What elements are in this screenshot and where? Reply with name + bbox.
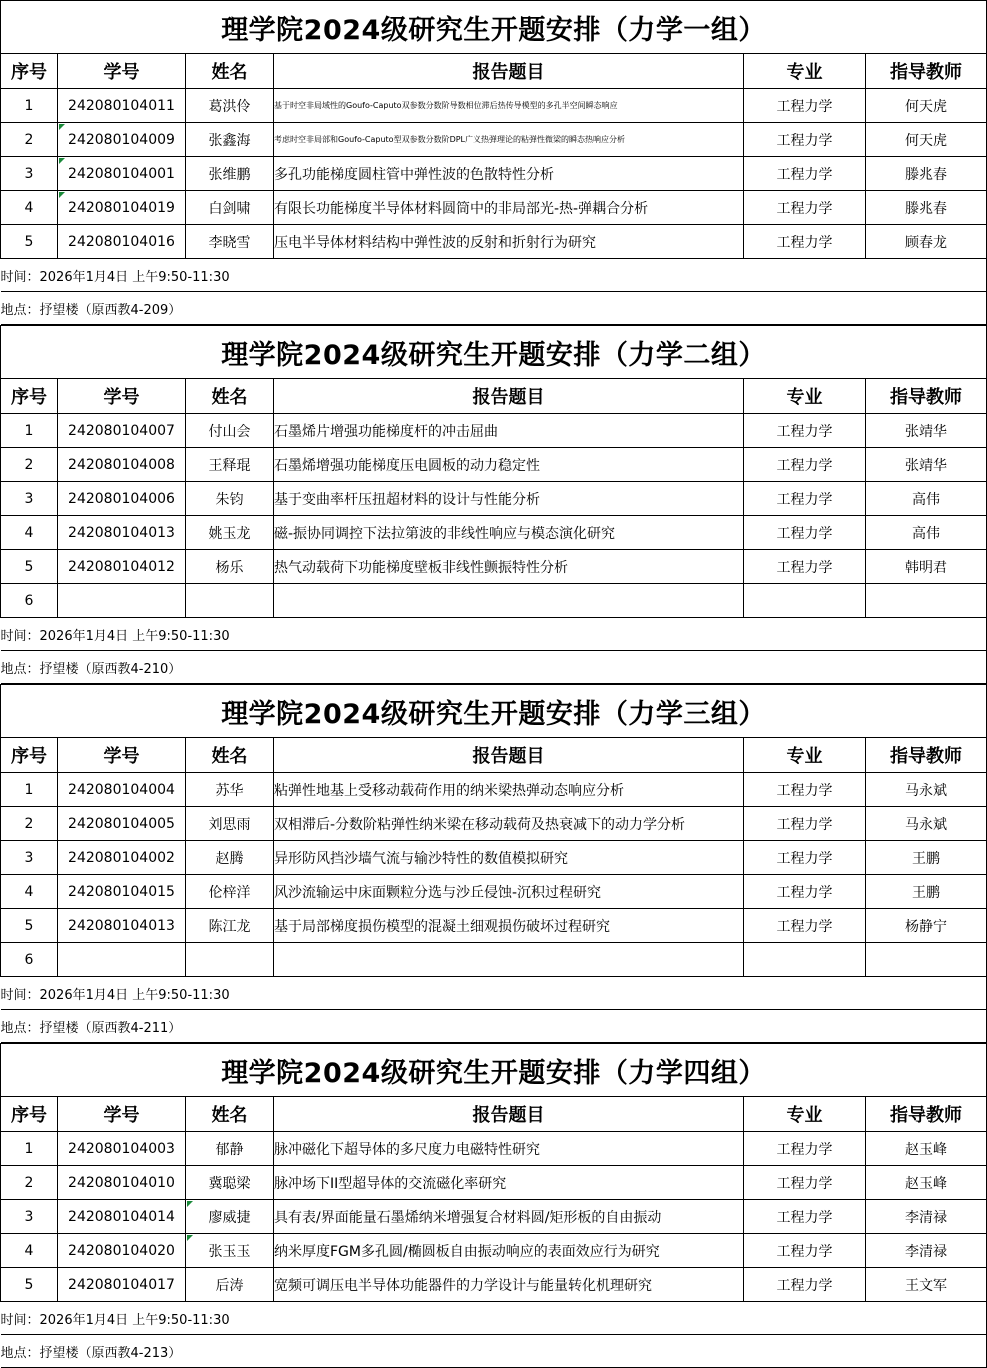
column-header[interactable]: 学号: [58, 1097, 186, 1132]
group-title[interactable]: 理学院2024级研究生开题安排（力学三组）: [1, 685, 987, 738]
topic-cell[interactable]: [274, 943, 744, 977]
name-cell[interactable]: 苏华: [186, 773, 274, 807]
advisor-cell[interactable]: [866, 943, 987, 977]
student-id-cell[interactable]: 242080104001: [58, 157, 186, 191]
advisor-cell[interactable]: 何天虎: [866, 89, 987, 123]
index-cell[interactable]: 1: [1, 89, 58, 123]
major-cell[interactable]: 工程力学: [744, 1132, 866, 1166]
name-cell[interactable]: 赵腾: [186, 841, 274, 875]
topic-cell[interactable]: 宽频可调压电半导体功能器件的力学设计与能量转化机理研究: [274, 1268, 744, 1302]
table-row: [1, 1132, 987, 1166]
index-cell[interactable]: 6: [1, 943, 58, 977]
table-row: [1, 448, 987, 482]
student-id-cell[interactable]: 242080104003: [58, 1132, 186, 1166]
column-header[interactable]: 报告题目: [274, 1097, 744, 1132]
name-cell[interactable]: 张玉玉: [186, 1234, 274, 1268]
major-cell[interactable]: 工程力学: [744, 1166, 866, 1200]
major-cell[interactable]: 工程力学: [744, 89, 866, 123]
topic-cell[interactable]: 脉冲磁化下超导体的多尺度力电磁特性研究: [274, 1132, 744, 1166]
major-cell[interactable]: 工程力学: [744, 225, 866, 259]
session-place[interactable]: 地点：抒望楼（原西教4-211）: [1, 1010, 987, 1043]
index-cell[interactable]: 2: [1, 448, 58, 482]
major-cell[interactable]: 工程力学: [744, 1268, 866, 1302]
table-row: [1, 516, 987, 550]
student-id-cell[interactable]: 242080104011: [58, 89, 186, 123]
time-row: [1, 618, 987, 651]
major-cell[interactable]: [744, 943, 866, 977]
table-row: [1, 909, 987, 943]
column-header[interactable]: 报告题目: [274, 379, 744, 414]
name-cell[interactable]: 后涛: [186, 1268, 274, 1302]
time-row: [1, 977, 987, 1010]
index-cell[interactable]: 4: [1, 516, 58, 550]
index-cell[interactable]: 4: [1, 1234, 58, 1268]
advisor-cell[interactable]: 张靖华: [866, 448, 987, 482]
name-cell[interactable]: [186, 943, 274, 977]
column-header[interactable]: 学号: [58, 379, 186, 414]
header-row: [1, 379, 987, 414]
title-row: [1, 1, 987, 54]
topic-cell[interactable]: 粘弹性地基上受移动载荷作用的纳米梁热弹动态响应分析: [274, 773, 744, 807]
topic-cell[interactable]: 磁-振协同调控下法拉第波的非线性响应与模态演化研究: [274, 516, 744, 550]
index-cell[interactable]: 4: [1, 875, 58, 909]
session-place[interactable]: 地点：抒望楼（原西教4-209）: [1, 292, 987, 325]
advisor-cell[interactable]: 赵玉峰: [866, 1166, 987, 1200]
place-row: [1, 292, 987, 325]
name-cell[interactable]: 刘思雨: [186, 807, 274, 841]
session-time[interactable]: 时间：2026年1月4日 上午9:50-11:30: [1, 1302, 987, 1335]
schedule-table: [0, 684, 987, 1043]
table-row: [1, 1234, 987, 1268]
session-place[interactable]: 地点：抒望楼（原西教4-213）: [1, 1335, 987, 1368]
advisor-cell[interactable]: 韩明君: [866, 550, 987, 584]
place-row: [1, 1010, 987, 1043]
schedule-table: [0, 0, 987, 325]
student-id-cell[interactable]: 242080104006: [58, 482, 186, 516]
table-row: [1, 191, 987, 225]
topic-cell[interactable]: 具有表/界面能量石墨烯纳米增强复合材料圆/矩形板的自由振动: [274, 1200, 744, 1234]
column-header[interactable]: 指导教师: [866, 1097, 987, 1132]
time-row: [1, 1302, 987, 1335]
index-cell[interactable]: 3: [1, 1200, 58, 1234]
advisor-cell[interactable]: 李清禄: [866, 1234, 987, 1268]
index-cell[interactable]: 1: [1, 1132, 58, 1166]
table-row: [1, 875, 987, 909]
advisor-cell[interactable]: 马永斌: [866, 807, 987, 841]
topic-cell[interactable]: 纳米厚度FGM多孔圆/椭圆板自由振动响应的表面效应行为研究: [274, 1234, 744, 1268]
column-header[interactable]: 序号: [1, 1097, 58, 1132]
header-row: [1, 54, 987, 89]
topic-cell[interactable]: 基于变曲率杆压扭超材料的设计与性能分析: [274, 482, 744, 516]
student-id-cell[interactable]: [58, 943, 186, 977]
advisor-cell[interactable]: 杨静宁: [866, 909, 987, 943]
session-time[interactable]: 时间：2026年1月4日 上午9:50-11:30: [1, 977, 987, 1010]
advisor-cell[interactable]: 顾春龙: [866, 225, 987, 259]
topic-cell[interactable]: 基于局部梯度损伤模型的混凝土细观损伤破坏过程研究: [274, 909, 744, 943]
schedule-table: [0, 325, 987, 684]
column-header[interactable]: 姓名: [186, 54, 274, 89]
column-header[interactable]: 序号: [1, 54, 58, 89]
column-header[interactable]: 姓名: [186, 738, 274, 773]
name-cell[interactable]: 李晓雪: [186, 225, 274, 259]
column-header[interactable]: 学号: [58, 54, 186, 89]
student-id-cell[interactable]: 242080104017: [58, 1268, 186, 1302]
name-cell[interactable]: 葛洪伶: [186, 89, 274, 123]
index-cell[interactable]: 2: [1, 807, 58, 841]
column-header[interactable]: 指导教师: [866, 379, 987, 414]
topic-cell[interactable]: 脉冲场下II型超导体的交流磁化率研究: [274, 1166, 744, 1200]
column-header[interactable]: 报告题目: [274, 738, 744, 773]
name-cell[interactable]: 郁静: [186, 1132, 274, 1166]
major-cell[interactable]: 工程力学: [744, 516, 866, 550]
index-cell[interactable]: 2: [1, 123, 58, 157]
student-id-cell[interactable]: 242080104020: [58, 1234, 186, 1268]
name-cell[interactable]: 张维鹏: [186, 157, 274, 191]
name-cell[interactable]: 冀聪梁: [186, 1166, 274, 1200]
name-cell[interactable]: [186, 584, 274, 618]
name-cell[interactable]: 王释琨: [186, 448, 274, 482]
student-id-cell[interactable]: 242080104013: [58, 909, 186, 943]
major-cell[interactable]: 工程力学: [744, 807, 866, 841]
advisor-cell[interactable]: [866, 584, 987, 618]
name-cell[interactable]: 廖威捷: [186, 1200, 274, 1234]
student-id-cell[interactable]: 242080104013: [58, 516, 186, 550]
major-cell[interactable]: 工程力学: [744, 773, 866, 807]
student-id-cell[interactable]: 242080104004: [58, 773, 186, 807]
column-header[interactable]: 指导教师: [866, 738, 987, 773]
index-cell[interactable]: 6: [1, 584, 58, 618]
index-cell[interactable]: 4: [1, 191, 58, 225]
table-row: [1, 943, 987, 977]
column-header[interactable]: 序号: [1, 738, 58, 773]
topic-cell[interactable]: 异形防风挡沙墙气流与输沙特性的数值模拟研究: [274, 841, 744, 875]
major-cell[interactable]: 工程力学: [744, 841, 866, 875]
advisor-cell[interactable]: 滕兆春: [866, 191, 987, 225]
student-id-cell[interactable]: 242080104007: [58, 414, 186, 448]
advisor-cell[interactable]: 滕兆春: [866, 157, 987, 191]
student-id-cell[interactable]: 242080104010: [58, 1166, 186, 1200]
topic-cell[interactable]: 压电半导体材料结构中弹性波的反射和折射行为研究: [274, 225, 744, 259]
table-row: [1, 482, 987, 516]
student-id-cell[interactable]: 242080104009: [58, 123, 186, 157]
table-row: [1, 414, 987, 448]
table-row: [1, 1200, 987, 1234]
index-cell[interactable]: 3: [1, 157, 58, 191]
advisor-cell[interactable]: 王文军: [866, 1268, 987, 1302]
major-cell[interactable]: [744, 584, 866, 618]
group-title[interactable]: 理学院2024级研究生开题安排（力学四组）: [1, 1044, 987, 1097]
index-cell[interactable]: 1: [1, 773, 58, 807]
topic-cell[interactable]: 风沙流输运中床面颗粒分选与沙丘侵蚀-沉积过程研究: [274, 875, 744, 909]
session-time[interactable]: 时间：2026年1月4日 上午9:50-11:30: [1, 259, 987, 292]
column-header[interactable]: 学号: [58, 738, 186, 773]
column-header[interactable]: 指导教师: [866, 54, 987, 89]
name-cell[interactable]: 杨乐: [186, 550, 274, 584]
table-row: [1, 1166, 987, 1200]
major-cell[interactable]: 工程力学: [744, 123, 866, 157]
topic-cell[interactable]: 热气动载荷下功能梯度壁板非线性颤振特性分析: [274, 550, 744, 584]
table-row: [1, 807, 987, 841]
title-row: [1, 326, 987, 379]
column-header[interactable]: 专业: [744, 738, 866, 773]
title-row: [1, 685, 987, 738]
topic-cell[interactable]: 有限长功能梯度半导体材料圆筒中的非局部光-热-弹耦合分析: [274, 191, 744, 225]
index-cell[interactable]: 5: [1, 909, 58, 943]
major-cell[interactable]: 工程力学: [744, 482, 866, 516]
topic-cell[interactable]: 石墨烯片增强功能梯度杆的冲击屈曲: [274, 414, 744, 448]
advisor-cell[interactable]: 张靖华: [866, 414, 987, 448]
column-header[interactable]: 序号: [1, 379, 58, 414]
advisor-cell[interactable]: 马永斌: [866, 773, 987, 807]
index-cell[interactable]: 3: [1, 482, 58, 516]
advisor-cell[interactable]: 王鹏: [866, 841, 987, 875]
table-row: [1, 773, 987, 807]
column-header[interactable]: 姓名: [186, 1097, 274, 1132]
advisor-cell[interactable]: 王鹏: [866, 875, 987, 909]
name-cell[interactable]: 白剑啸: [186, 191, 274, 225]
name-cell[interactable]: 伦梓洋: [186, 875, 274, 909]
student-id-cell[interactable]: 242080104019: [58, 191, 186, 225]
table-row: [1, 157, 987, 191]
student-id-cell[interactable]: [58, 584, 186, 618]
major-cell[interactable]: 工程力学: [744, 1200, 866, 1234]
topic-cell[interactable]: 石墨烯增强功能梯度压电圆板的动力稳定性: [274, 448, 744, 482]
major-cell[interactable]: 工程力学: [744, 550, 866, 584]
column-header[interactable]: 专业: [744, 54, 866, 89]
index-cell[interactable]: 2: [1, 1166, 58, 1200]
major-cell[interactable]: 工程力学: [744, 191, 866, 225]
topic-cell[interactable]: 双相滞后-分数阶粘弹性纳米梁在移动载荷及热衰减下的动力学分析: [274, 807, 744, 841]
name-cell[interactable]: 付山会: [186, 414, 274, 448]
table-row: [1, 89, 987, 123]
advisor-cell[interactable]: 何天虎: [866, 123, 987, 157]
major-cell[interactable]: 工程力学: [744, 414, 866, 448]
header-row: [1, 1097, 987, 1132]
title-row: [1, 1044, 987, 1097]
group-title[interactable]: 理学院2024级研究生开题安排（力学二组）: [1, 326, 987, 379]
index-cell[interactable]: 1: [1, 414, 58, 448]
name-cell[interactable]: 姚玉龙: [186, 516, 274, 550]
student-id-cell[interactable]: 242080104014: [58, 1200, 186, 1234]
session-time[interactable]: 时间：2026年1月4日 上午9:50-11:30: [1, 618, 987, 651]
table-row: [1, 584, 987, 618]
student-id-cell[interactable]: 242080104016: [58, 225, 186, 259]
table-row: [1, 550, 987, 584]
topic-cell[interactable]: [274, 584, 744, 618]
table-row: [1, 225, 987, 259]
student-id-cell[interactable]: 242080104008: [58, 448, 186, 482]
time-row: [1, 259, 987, 292]
advisor-cell[interactable]: 高伟: [866, 516, 987, 550]
advisor-cell[interactable]: 高伟: [866, 482, 987, 516]
topic-cell[interactable]: 考虑时空非局部和Goufo-Caputo型双参数分数阶DPL广义热弹理论的粘弹性微梁的瞬态热响应分析: [274, 123, 744, 157]
topic-cell[interactable]: 基于时空非局域性的Goufo-Caputo双参数分数阶导数相位滞后热传导模型的多孔半空间瞬态响应: [274, 89, 744, 123]
student-id-cell[interactable]: 242080104002: [58, 841, 186, 875]
advisor-cell[interactable]: 李清禄: [866, 1200, 987, 1234]
place-row: [1, 651, 987, 684]
column-header[interactable]: 报告题目: [274, 54, 744, 89]
student-id-cell[interactable]: 242080104012: [58, 550, 186, 584]
index-cell[interactable]: 5: [1, 550, 58, 584]
table-row: [1, 123, 987, 157]
student-id-cell[interactable]: 242080104015: [58, 875, 186, 909]
session-place[interactable]: 地点：抒望楼（原西教4-210）: [1, 651, 987, 684]
major-cell[interactable]: 工程力学: [744, 157, 866, 191]
major-cell[interactable]: 工程力学: [744, 448, 866, 482]
topic-cell[interactable]: 多孔功能梯度圆柱管中弹性波的色散特性分析: [274, 157, 744, 191]
name-cell[interactable]: 张鑫海: [186, 123, 274, 157]
column-header[interactable]: 专业: [744, 379, 866, 414]
name-cell[interactable]: 陈江龙: [186, 909, 274, 943]
index-cell[interactable]: 5: [1, 1268, 58, 1302]
schedule-table: [0, 1043, 987, 1368]
index-cell[interactable]: 5: [1, 225, 58, 259]
table-row: [1, 1268, 987, 1302]
group-title[interactable]: 理学院2024级研究生开题安排（力学一组）: [1, 1, 987, 54]
column-header[interactable]: 姓名: [186, 379, 274, 414]
major-cell[interactable]: 工程力学: [744, 909, 866, 943]
major-cell[interactable]: 工程力学: [744, 875, 866, 909]
major-cell[interactable]: 工程力学: [744, 1234, 866, 1268]
name-cell[interactable]: 朱钧: [186, 482, 274, 516]
advisor-cell[interactable]: 赵玉峰: [866, 1132, 987, 1166]
student-id-cell[interactable]: 242080104005: [58, 807, 186, 841]
header-row: [1, 738, 987, 773]
column-header[interactable]: 专业: [744, 1097, 866, 1132]
place-row: [1, 1335, 987, 1368]
index-cell[interactable]: 3: [1, 841, 58, 875]
table-row: [1, 841, 987, 875]
